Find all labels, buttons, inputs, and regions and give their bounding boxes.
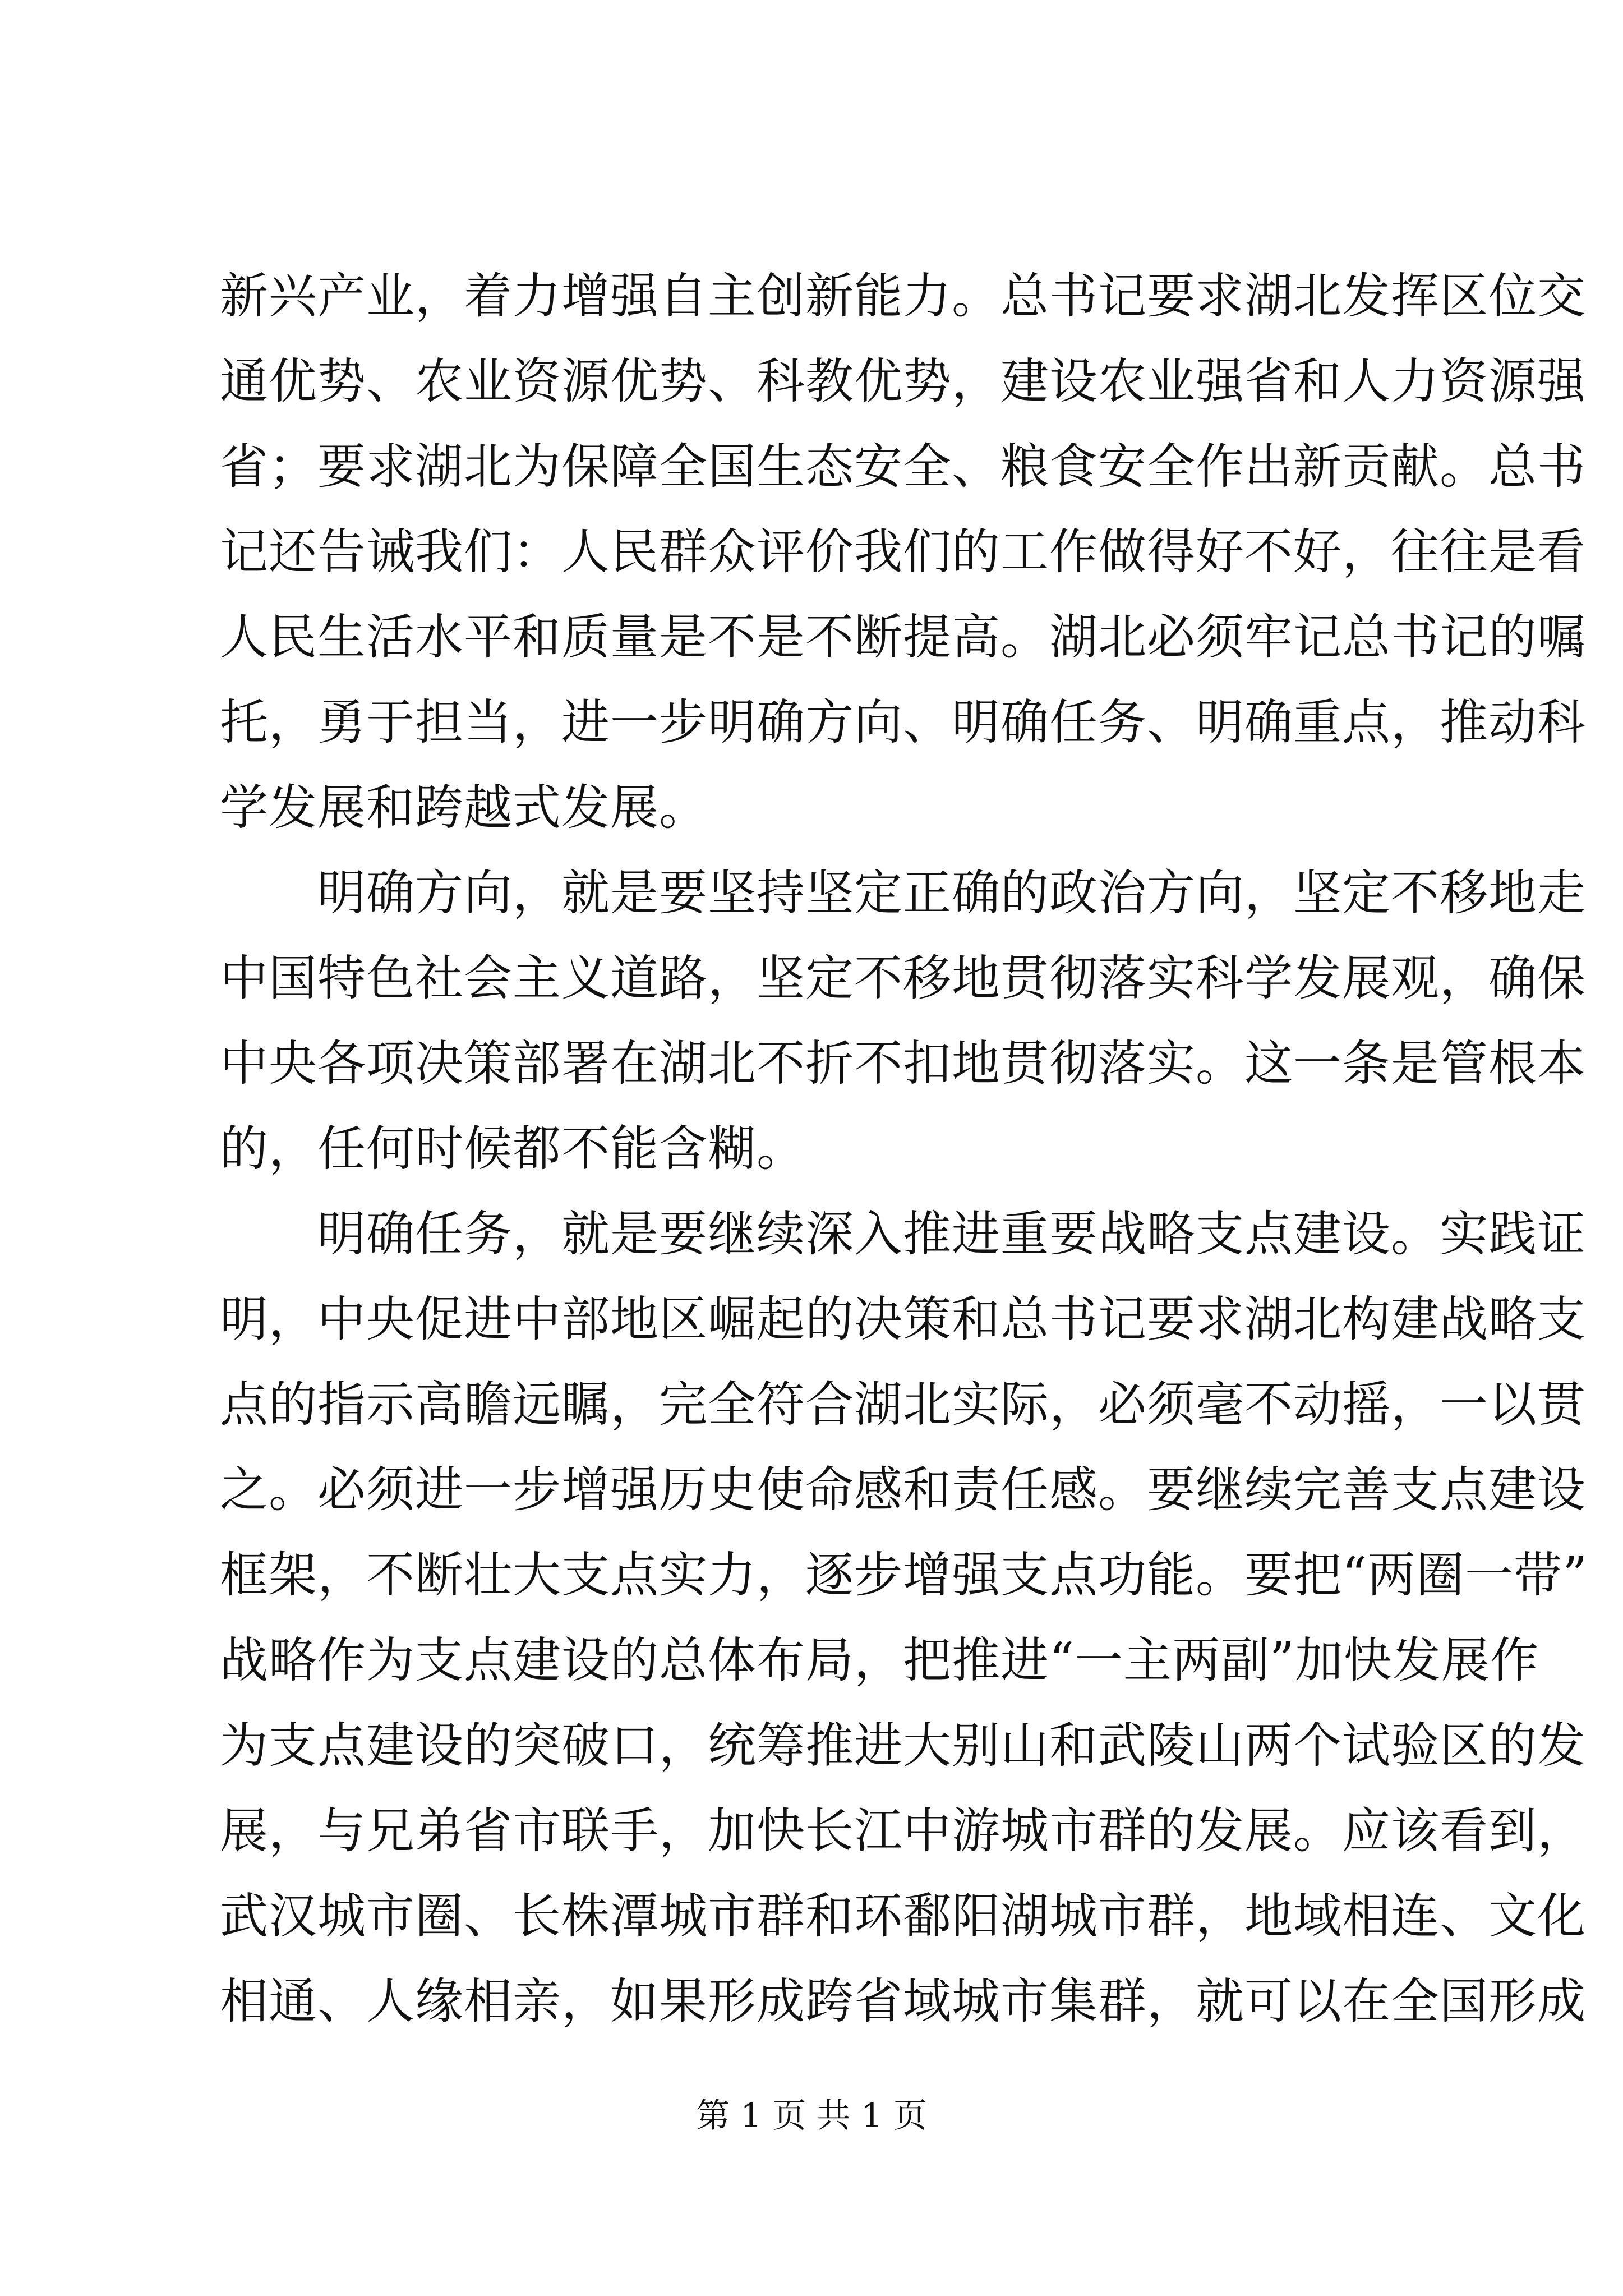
text-line: 之。必须进一步增强历史使命感和责任感。要继续完善支点建设 [220,1462,1586,1518]
text-line: 展，与兄弟省市联手，加快长江中游城市群的发展。应该看到， [220,1803,1586,1859]
text-line: 学发展和跨越式发展。 [220,780,708,836]
text-line: 明确任务，就是要继续深入推进重要战略支点建设。实践证 [220,1206,1586,1262]
page-footer: 第 1 页 共 1 页 [696,2096,927,2136]
text-line: 人民生活水平和质量是不是不断提高。湖北必须牢记总书记的嘱 [220,609,1586,665]
text-line: 记还告诫我们：人民群众评价我们的工作做得好不好，往往是看 [220,524,1586,580]
text-line: 明确方向，就是要坚持坚定正确的政治方向，坚定不移地走 [220,865,1586,921]
text-line: 省；要求湖北为保障全国生态安全、粮食安全作出新贡献。总书 [220,439,1586,495]
text-line: 新兴产业，着力增强自主创新能力。总书记要求湖北发挥区位交 [220,268,1586,324]
text-line: 明，中央促进中部地区崛起的决策和总书记要求湖北构建战略支 [220,1291,1586,1347]
text-line: 中国特色社会主义道路，坚定不移地贯彻落实科学发展观，确保 [220,950,1586,1006]
text-line: 通优势、农业资源优势、科教优势，建设农业强省和人力资源强 [220,353,1586,409]
text-line: 武汉城市圈、长株潭城市群和环鄱阳湖城市群，地域相连、文化 [220,1888,1586,1944]
text-line: 的，任何时候都不能含糊。 [220,1121,805,1177]
text-line: 中央各项决策部署在湖北不折不扣地贯彻落实。这一条是管根本 [220,1036,1586,1092]
text-line: 相通、人缘相亲，如果形成跨省域城市集群，就可以在全国形成 [220,1973,1586,2030]
body-text [220,254,1588,2044]
text-line: 托，勇于担当，进一步明确方向、明确任务、明确重点，推动科 [220,694,1586,751]
text-line: 战略作为支点建设的总体布局，把推进“一主两副”加快发展作 [220,1632,1539,1688]
text-line: 为支点建设的突破口，统筹推进大别山和武陵山两个试验区的发 [220,1718,1586,1774]
text-line: 框架，不断壮大支点实力，逐步增强支点功能。要把“两圈一带” [220,1547,1588,1603]
text-line: 点的指示高瞻远瞩，完全符合湖北实际，必须毫不动摇，一以贯 [220,1377,1586,1433]
